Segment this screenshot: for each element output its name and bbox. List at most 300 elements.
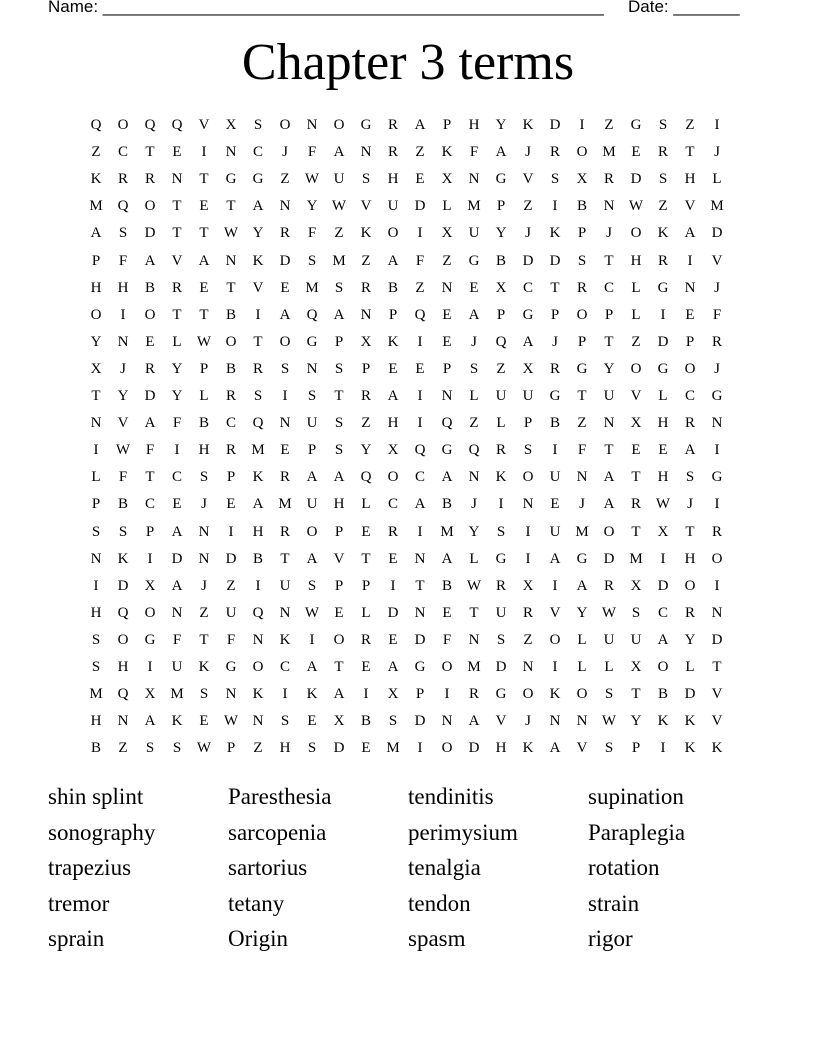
grid-letter: C <box>117 144 128 161</box>
grid-letter: J <box>471 496 477 513</box>
grid-letter: J <box>525 713 531 730</box>
word-list-item: strain <box>588 890 640 916</box>
grid-letter: D <box>711 631 723 648</box>
grid-letter: Z <box>361 415 371 432</box>
grid-letter: Y <box>171 360 183 377</box>
grid-letter: C <box>414 469 425 486</box>
grid-letter: P <box>604 306 614 323</box>
grid-letter: N <box>171 171 183 188</box>
grid-letter: W <box>466 577 482 594</box>
grid-letter: P <box>685 333 695 350</box>
grid-letter: F <box>172 415 182 432</box>
grid-letter: G <box>711 469 723 486</box>
grid-letter: E <box>442 604 452 621</box>
grid-letter: N <box>576 469 588 486</box>
grid-letter: Q <box>90 117 102 133</box>
grid-letter: H <box>495 740 507 757</box>
grid-letter: C <box>144 496 155 513</box>
grid-letter: A <box>603 469 615 486</box>
grid-letter: S <box>361 171 371 188</box>
grid-letter: K <box>387 333 399 350</box>
grid-letter: R <box>576 279 587 296</box>
grid-letter: T <box>631 523 641 540</box>
grid-letter: G <box>657 279 669 296</box>
grid-letter: N <box>117 333 129 350</box>
grid-letter: A <box>198 252 210 269</box>
grid-letter: F <box>442 631 452 648</box>
word-list-item: shin splint <box>48 784 144 809</box>
grid-letter: S <box>334 360 344 377</box>
grid-letter: P <box>361 577 371 594</box>
grid-letter: I <box>390 577 396 594</box>
grid-letter: S <box>604 686 614 703</box>
grid-letter: N <box>279 415 291 432</box>
grid-letter: A <box>522 333 534 350</box>
grid-letter: A <box>387 252 399 269</box>
grid-letter: K <box>252 686 264 703</box>
grid-letter: E <box>685 306 695 323</box>
grid-letter: N <box>711 604 723 621</box>
grid-letter: I <box>579 117 585 133</box>
grid-letter: Q <box>117 686 129 703</box>
grid-letter: F <box>712 306 722 323</box>
grid-letter: M <box>89 686 103 703</box>
grid-letter: U <box>468 225 480 242</box>
grid-letter: V <box>684 198 696 215</box>
grid-letter: R <box>522 604 533 621</box>
grid-letter: N <box>198 550 210 567</box>
grid-letter: M <box>278 496 292 513</box>
grid-letter: H <box>90 279 102 296</box>
grid-letter: Q <box>144 117 156 133</box>
grid-letter: M <box>251 442 265 459</box>
word-list-item: tremor <box>48 890 110 916</box>
grid-letter: T <box>199 225 209 242</box>
grid-letter: T <box>469 604 479 621</box>
word-list-item: tendinitis <box>408 784 494 809</box>
grid-letter: I <box>417 388 423 404</box>
grid-letter: M <box>170 686 184 703</box>
grid-letter: O <box>225 333 237 350</box>
grid-letter: B <box>360 713 371 730</box>
grid-letter: I <box>660 306 666 323</box>
grid-letter: E <box>172 496 182 513</box>
grid-letter: P <box>226 469 236 486</box>
word-list-item: perimysium <box>408 819 518 845</box>
grid-letter: O <box>441 740 453 757</box>
grid-letter: A <box>468 306 480 323</box>
grid-letter: H <box>117 659 129 675</box>
grid-letter: V <box>522 171 534 188</box>
grid-letter: A <box>387 388 399 404</box>
grid-letter: Z <box>118 740 128 757</box>
grid-letter: O <box>630 360 642 377</box>
grid-letter: L <box>361 496 371 513</box>
grid-letter: J <box>606 225 612 242</box>
grid-letter: S <box>496 523 506 540</box>
grid-letter: E <box>307 713 317 730</box>
grid-letter: R <box>144 360 155 377</box>
grid-letter: A <box>441 469 453 486</box>
grid-letter: S <box>307 740 317 757</box>
grid-letter: K <box>171 713 183 730</box>
grid-letter: T <box>604 442 614 459</box>
grid-letter: T <box>577 388 587 404</box>
grid-letter: R <box>279 469 290 486</box>
grid-letter: L <box>469 550 479 567</box>
grid-letter: L <box>712 171 722 188</box>
grid-letter: Y <box>360 442 372 459</box>
grid-letter: T <box>145 469 155 486</box>
grid-letter: D <box>468 740 480 757</box>
grid-letter: K <box>495 469 507 486</box>
grid-letter: V <box>711 713 723 730</box>
grid-letter: E <box>631 144 641 161</box>
grid-letter: G <box>576 550 588 567</box>
grid-letter: K <box>441 144 453 161</box>
grid-letter: I <box>714 117 720 133</box>
grid-letter: U <box>630 631 642 648</box>
grid-letter: S <box>118 523 128 540</box>
grid-letter: N <box>306 117 318 133</box>
grid-letter: F <box>145 442 155 459</box>
grid-letter: T <box>334 659 344 675</box>
grid-letter: X <box>144 686 156 703</box>
grid-letter: O <box>576 144 588 161</box>
grid-letter: T <box>685 144 695 161</box>
grid-letter: P <box>334 577 344 594</box>
grid-letter: E <box>415 360 425 377</box>
grid-letter: R <box>171 279 182 296</box>
grid-letter: Z <box>523 631 533 648</box>
grid-letter: S <box>658 117 668 133</box>
grid-letter: P <box>442 117 452 133</box>
grid-letter: O <box>90 306 102 323</box>
grid-letter: J <box>714 360 720 377</box>
grid-letter: T <box>631 469 641 486</box>
grid-letter: H <box>630 252 642 269</box>
grid-letter: A <box>495 144 507 161</box>
grid-letter: D <box>549 117 561 133</box>
grid-letter: K <box>522 117 534 133</box>
grid-letter: Y <box>603 360 615 377</box>
grid-letter: F <box>118 469 128 486</box>
grid-letter: S <box>172 740 182 757</box>
grid-letter: S <box>523 442 533 459</box>
grid-letter: C <box>171 469 182 486</box>
grid-letter: S <box>145 740 155 757</box>
grid-letter: S <box>253 388 263 404</box>
grid-letter: I <box>660 550 666 567</box>
word-list-item: supination <box>588 784 684 809</box>
grid-letter: Y <box>252 225 264 242</box>
grid-letter: R <box>360 279 371 296</box>
grid-letter: P <box>91 252 101 269</box>
grid-letter: I <box>174 442 180 459</box>
grid-letter: O <box>333 631 345 648</box>
grid-letter: J <box>687 496 693 513</box>
grid-letter: A <box>279 306 291 323</box>
grid-letter: G <box>657 360 669 377</box>
page-title: Chapter 3 terms <box>241 34 575 91</box>
grid-letter: M <box>575 523 589 540</box>
grid-letter: C <box>657 604 668 621</box>
grid-letter: J <box>525 225 531 242</box>
grid-letter: E <box>442 306 452 323</box>
grid-letter: U <box>333 171 345 188</box>
grid-letter: R <box>495 442 506 459</box>
grid-letter: T <box>91 388 101 404</box>
grid-letter: Q <box>414 442 426 459</box>
grid-letter: S <box>199 469 209 486</box>
grid-letter: S <box>280 360 290 377</box>
grid-letter: K <box>117 550 129 567</box>
grid-letter: N <box>414 550 426 567</box>
grid-letter: S <box>199 686 209 703</box>
grid-letter: K <box>711 740 723 757</box>
grid-letter: T <box>226 198 236 215</box>
word-list-item: sonography <box>48 819 156 845</box>
grid-letter: Z <box>604 117 614 133</box>
grid-letter: T <box>604 252 614 269</box>
grid-letter: U <box>279 577 291 594</box>
grid-letter: C <box>225 415 236 432</box>
grid-letter: N <box>252 713 264 730</box>
grid-letter: I <box>417 415 423 432</box>
grid-letter: D <box>495 659 507 675</box>
grid-letter: U <box>171 659 183 675</box>
grid-letter: O <box>576 686 588 703</box>
grid-letter: N <box>360 306 372 323</box>
grid-letter: D <box>387 604 399 621</box>
word-list-item: tetany <box>228 890 285 916</box>
grid-letter: M <box>467 659 481 675</box>
grid-letter: O <box>441 659 453 675</box>
grid-letter: P <box>415 686 425 703</box>
grid-letter: N <box>225 686 237 703</box>
grid-letter: N <box>441 388 453 404</box>
grid-letter: H <box>252 523 264 540</box>
grid-letter: I <box>363 686 369 703</box>
grid-letter: I <box>417 523 423 540</box>
grid-letter: X <box>495 279 507 296</box>
grid-letter: N <box>198 523 210 540</box>
grid-letter: F <box>172 631 182 648</box>
grid-letter: I <box>147 659 153 675</box>
grid-letter: E <box>199 198 209 215</box>
grid-letter: Q <box>414 306 426 323</box>
grid-letter: W <box>196 740 212 757</box>
grid-letter: Q <box>171 117 183 133</box>
grid-letter: M <box>467 198 481 215</box>
grid-letter: V <box>171 252 183 269</box>
grid-letter: N <box>90 550 102 567</box>
grid-letter: Z <box>631 333 641 350</box>
grid-letter: L <box>577 659 587 675</box>
grid-letter: D <box>171 550 183 567</box>
grid-letter: Z <box>469 415 479 432</box>
grid-letter: A <box>657 631 669 648</box>
grid-letter: L <box>631 306 641 323</box>
grid-letter: B <box>549 415 560 432</box>
grid-letter: F <box>307 225 317 242</box>
grid-letter: K <box>252 469 264 486</box>
grid-letter: Z <box>685 117 695 133</box>
grid-letter: F <box>469 144 479 161</box>
grid-letter: P <box>442 360 452 377</box>
grid-letter: I <box>93 442 99 459</box>
word-list-item: tendon <box>408 890 471 916</box>
grid-letter: Z <box>415 279 425 296</box>
grid-letter: Y <box>630 713 642 730</box>
grid-letter: R <box>711 523 722 540</box>
grid-letter: P <box>577 225 587 242</box>
grid-letter: I <box>687 252 693 269</box>
grid-letter: O <box>117 117 129 133</box>
grid-letter: C <box>684 388 695 404</box>
grid-letter: A <box>252 198 264 215</box>
grid-letter: V <box>495 713 507 730</box>
grid-letter: A <box>549 550 561 567</box>
grid-letter: H <box>117 279 129 296</box>
grid-letter: N <box>468 631 480 648</box>
grid-letter: K <box>684 740 696 757</box>
grid-letter: J <box>471 333 477 350</box>
grid-letter: T <box>550 279 560 296</box>
grid-letter: E <box>280 279 290 296</box>
grid-letter: O <box>279 333 291 350</box>
grid-letter: S <box>280 713 290 730</box>
word-list-item: sprain <box>48 926 105 951</box>
grid-letter: D <box>630 171 642 188</box>
grid-letter: I <box>498 496 504 513</box>
grid-letter: A <box>576 577 588 594</box>
grid-letter: E <box>280 442 290 459</box>
grid-letter: W <box>196 333 212 350</box>
grid-letter: E <box>145 333 155 350</box>
grid-letter: K <box>684 713 696 730</box>
grid-letter: R <box>279 225 290 242</box>
grid-letter: W <box>331 198 347 215</box>
grid-letter: R <box>117 171 128 188</box>
grid-letter: B <box>225 306 236 323</box>
grid-letter: U <box>495 388 507 404</box>
grid-letter: R <box>684 604 695 621</box>
grid-letter: I <box>255 306 261 323</box>
grid-letter: U <box>387 198 399 215</box>
grid-letter: I <box>93 577 99 594</box>
grid-letter: N <box>90 415 102 432</box>
grid-letter: P <box>523 415 533 432</box>
grid-letter: K <box>657 713 669 730</box>
grid-letter: K <box>549 225 561 242</box>
grid-letter: N <box>279 198 291 215</box>
grid-letter: M <box>440 523 454 540</box>
grid-letter: L <box>172 333 182 350</box>
grid-letter: X <box>441 225 453 242</box>
grid-letter: G <box>252 171 264 188</box>
grid-letter: I <box>552 577 558 594</box>
grid-letter: S <box>118 225 128 242</box>
grid-letter: O <box>333 117 345 133</box>
grid-letter: J <box>714 279 720 296</box>
grid-letter: O <box>387 225 399 242</box>
grid-letter: G <box>495 171 507 188</box>
grid-letter: U <box>549 469 561 486</box>
word-list-item: tenalgia <box>408 855 481 880</box>
grid-letter: Y <box>306 198 318 215</box>
grid-letter: R <box>360 388 371 404</box>
grid-letter: I <box>120 306 126 323</box>
grid-letter: E <box>388 550 398 567</box>
grid-letter: B <box>441 577 452 594</box>
grid-letter: I <box>552 442 558 459</box>
grid-letter: T <box>631 686 641 703</box>
grid-letter: X <box>360 333 372 350</box>
grid-letter: I <box>660 740 666 757</box>
grid-letter: J <box>282 144 288 161</box>
grid-letter: M <box>305 279 319 296</box>
grid-letter: W <box>601 713 617 730</box>
grid-letter: Z <box>334 225 344 242</box>
grid-letter: P <box>199 360 209 377</box>
grid-letter: I <box>282 388 288 404</box>
grid-letter: F <box>415 252 425 269</box>
grid-letter: I <box>525 550 531 567</box>
grid-letter: S <box>91 631 101 648</box>
grid-letter: W <box>304 604 320 621</box>
grid-letter: G <box>306 333 318 350</box>
grid-letter: M <box>629 550 643 567</box>
grid-letter: S <box>307 577 317 594</box>
grid-letter: Q <box>468 442 480 459</box>
grid-letter: T <box>361 550 371 567</box>
grid-letter: Z <box>415 144 425 161</box>
grid-letter: D <box>333 740 345 757</box>
grid-letter: A <box>468 713 480 730</box>
grid-letter: J <box>201 577 207 594</box>
grid-letter: R <box>630 496 641 513</box>
grid-letter: W <box>304 171 320 188</box>
grid-letter: I <box>417 225 423 242</box>
grid-letter: P <box>334 333 344 350</box>
grid-letter: D <box>657 333 669 350</box>
grid-letter: S <box>550 171 560 188</box>
grid-letter: F <box>226 631 236 648</box>
grid-letter: T <box>226 279 236 296</box>
grid-letter: P <box>496 198 506 215</box>
grid-letter: A <box>441 550 453 567</box>
grid-letter: G <box>225 659 237 675</box>
grid-letter: B <box>252 550 263 567</box>
grid-letter: Z <box>226 577 236 594</box>
grid-letter: Y <box>684 631 696 648</box>
grid-letter: E <box>658 442 668 459</box>
grid-letter: K <box>360 225 372 242</box>
grid-letter: A <box>603 496 615 513</box>
grid-letter: R <box>684 415 695 432</box>
grid-letter: A <box>333 469 345 486</box>
grid-letter: G <box>711 388 723 404</box>
grid-letter: T <box>199 631 209 648</box>
grid-letter: B <box>441 496 452 513</box>
grid-letter: W <box>115 442 131 459</box>
grid-letter: U <box>603 631 615 648</box>
grid-letter: N <box>576 713 588 730</box>
grid-letter: A <box>684 442 696 459</box>
grid-letter: L <box>199 388 209 404</box>
grid-letter: L <box>469 388 479 404</box>
